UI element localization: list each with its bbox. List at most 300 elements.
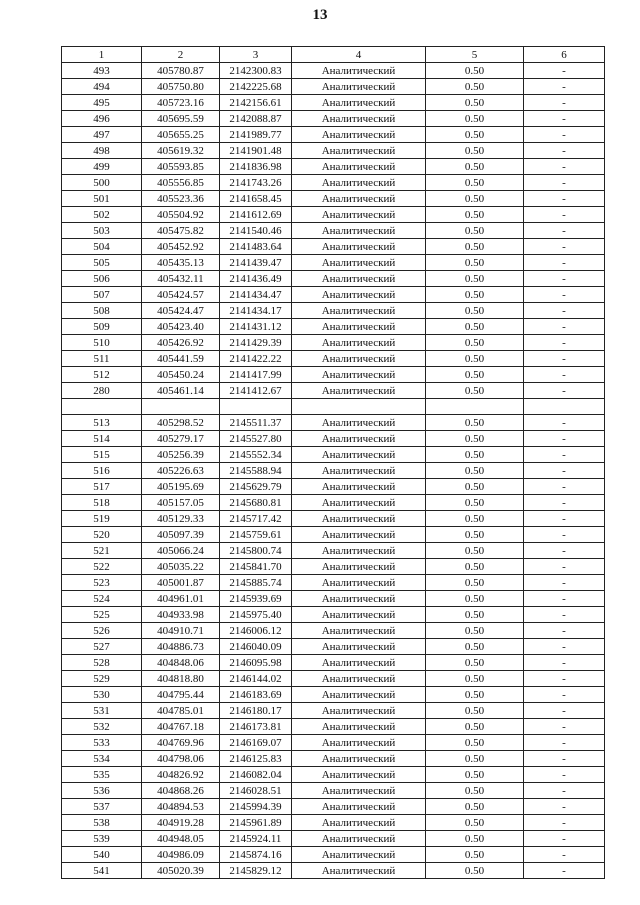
note-cell: - bbox=[524, 527, 605, 543]
x-coordinate-cell: 405424.47 bbox=[142, 303, 220, 319]
accuracy-cell: 0.50 bbox=[426, 143, 524, 159]
table-row bbox=[62, 463, 605, 479]
x-coordinate-cell: 405256.39 bbox=[142, 447, 220, 463]
accuracy-cell: 0.50 bbox=[426, 719, 524, 735]
accuracy-cell: 0.50 bbox=[426, 239, 524, 255]
method-cell: Аналитический bbox=[292, 207, 426, 223]
note-cell: - bbox=[524, 95, 605, 111]
accuracy-cell: 0.50 bbox=[426, 735, 524, 751]
x-coordinate-cell: 405423.40 bbox=[142, 319, 220, 335]
table-body bbox=[62, 47, 605, 879]
y-coordinate-cell: 2145629.79 bbox=[220, 479, 292, 495]
table-row bbox=[62, 751, 605, 767]
method-cell: Аналитический bbox=[292, 175, 426, 191]
table-row bbox=[62, 95, 605, 111]
x-coordinate-cell: 404769.96 bbox=[142, 735, 220, 751]
accuracy-cell: 0.50 bbox=[426, 639, 524, 655]
note-cell: - bbox=[524, 223, 605, 239]
method-cell: Аналитический bbox=[292, 799, 426, 815]
point-number-cell: 522 bbox=[62, 559, 142, 575]
point-number-cell: 503 bbox=[62, 223, 142, 239]
y-coordinate-cell: 2146095.98 bbox=[220, 655, 292, 671]
note-cell: - bbox=[524, 495, 605, 511]
empty-cell bbox=[142, 399, 220, 415]
point-number-cell: 498 bbox=[62, 143, 142, 159]
method-cell: Аналитический bbox=[292, 111, 426, 127]
x-coordinate-cell: 404848.06 bbox=[142, 655, 220, 671]
table-row bbox=[62, 511, 605, 527]
x-coordinate-cell: 405432.11 bbox=[142, 271, 220, 287]
note-cell: - bbox=[524, 111, 605, 127]
table-row bbox=[62, 191, 605, 207]
note-cell: - bbox=[524, 719, 605, 735]
note-cell: - bbox=[524, 303, 605, 319]
y-coordinate-cell: 2145939.69 bbox=[220, 591, 292, 607]
note-cell: - bbox=[524, 143, 605, 159]
point-number-cell: 518 bbox=[62, 495, 142, 511]
method-cell: Аналитический bbox=[292, 255, 426, 271]
note-cell: - bbox=[524, 463, 605, 479]
method-cell: Аналитический bbox=[292, 63, 426, 79]
accuracy-cell: 0.50 bbox=[426, 207, 524, 223]
y-coordinate-cell: 2142225.68 bbox=[220, 79, 292, 95]
method-cell: Аналитический bbox=[292, 159, 426, 175]
point-number-cell: 507 bbox=[62, 287, 142, 303]
accuracy-cell: 0.50 bbox=[426, 95, 524, 111]
table-row bbox=[62, 431, 605, 447]
method-cell: Аналитический bbox=[292, 735, 426, 751]
table-row bbox=[62, 479, 605, 495]
y-coordinate-cell: 2145717.42 bbox=[220, 511, 292, 527]
accuracy-cell: 0.50 bbox=[426, 271, 524, 287]
accuracy-cell: 0.50 bbox=[426, 591, 524, 607]
y-coordinate-cell: 2141989.77 bbox=[220, 127, 292, 143]
table-row bbox=[62, 863, 605, 879]
section-separator-row bbox=[62, 399, 605, 415]
x-coordinate-cell: 404933.98 bbox=[142, 607, 220, 623]
x-coordinate-cell: 405475.82 bbox=[142, 223, 220, 239]
x-coordinate-cell: 404910.71 bbox=[142, 623, 220, 639]
method-cell: Аналитический bbox=[292, 671, 426, 687]
note-cell: - bbox=[524, 255, 605, 271]
table-row bbox=[62, 847, 605, 863]
point-number-cell: 529 bbox=[62, 671, 142, 687]
accuracy-cell: 0.50 bbox=[426, 463, 524, 479]
accuracy-cell: 0.50 bbox=[426, 687, 524, 703]
x-coordinate-cell: 404767.18 bbox=[142, 719, 220, 735]
point-number-cell: 519 bbox=[62, 511, 142, 527]
note-cell: - bbox=[524, 607, 605, 623]
accuracy-cell: 0.50 bbox=[426, 79, 524, 95]
table-row bbox=[62, 79, 605, 95]
x-coordinate-cell: 405723.16 bbox=[142, 95, 220, 111]
page-number: 13 bbox=[312, 7, 328, 23]
point-number-cell: 538 bbox=[62, 815, 142, 831]
x-coordinate-cell: 404826.92 bbox=[142, 767, 220, 783]
table-row bbox=[62, 591, 605, 607]
x-coordinate-cell: 405750.80 bbox=[142, 79, 220, 95]
method-cell: Аналитический bbox=[292, 591, 426, 607]
y-coordinate-cell: 2145961.89 bbox=[220, 815, 292, 831]
method-cell: Аналитический bbox=[292, 543, 426, 559]
accuracy-cell: 0.50 bbox=[426, 127, 524, 143]
table-row bbox=[62, 207, 605, 223]
y-coordinate-cell: 2146040.09 bbox=[220, 639, 292, 655]
y-coordinate-cell: 2141422.22 bbox=[220, 351, 292, 367]
y-coordinate-cell: 2141658.45 bbox=[220, 191, 292, 207]
y-coordinate-cell: 2145527.80 bbox=[220, 431, 292, 447]
y-coordinate-cell: 2146180.17 bbox=[220, 703, 292, 719]
x-coordinate-cell: 404798.06 bbox=[142, 751, 220, 767]
table-row bbox=[62, 687, 605, 703]
y-coordinate-cell: 2141540.46 bbox=[220, 223, 292, 239]
method-cell: Аналитический bbox=[292, 463, 426, 479]
point-number-cell: 527 bbox=[62, 639, 142, 655]
accuracy-cell: 0.50 bbox=[426, 287, 524, 303]
y-coordinate-cell: 2145680.81 bbox=[220, 495, 292, 511]
point-number-cell: 528 bbox=[62, 655, 142, 671]
point-number-cell: 506 bbox=[62, 271, 142, 287]
point-number-cell: 520 bbox=[62, 527, 142, 543]
method-cell: Аналитический bbox=[292, 95, 426, 111]
note-cell: - bbox=[524, 815, 605, 831]
point-number-cell: 509 bbox=[62, 319, 142, 335]
note-cell: - bbox=[524, 799, 605, 815]
point-number-cell: 504 bbox=[62, 239, 142, 255]
accuracy-cell: 0.50 bbox=[426, 63, 524, 79]
table-row bbox=[62, 655, 605, 671]
note-cell: - bbox=[524, 639, 605, 655]
method-cell: Аналитический bbox=[292, 143, 426, 159]
y-coordinate-cell: 2141429.39 bbox=[220, 335, 292, 351]
accuracy-cell: 0.50 bbox=[426, 751, 524, 767]
method-cell: Аналитический bbox=[292, 271, 426, 287]
point-number-cell: 508 bbox=[62, 303, 142, 319]
column-header: 3 bbox=[220, 47, 292, 63]
y-coordinate-cell: 2145588.94 bbox=[220, 463, 292, 479]
y-coordinate-cell: 2141483.64 bbox=[220, 239, 292, 255]
point-number-cell: 533 bbox=[62, 735, 142, 751]
point-number-cell: 523 bbox=[62, 575, 142, 591]
method-cell: Аналитический bbox=[292, 415, 426, 431]
y-coordinate-cell: 2145885.74 bbox=[220, 575, 292, 591]
x-coordinate-cell: 405593.85 bbox=[142, 159, 220, 175]
y-coordinate-cell: 2141439.47 bbox=[220, 255, 292, 271]
note-cell: - bbox=[524, 751, 605, 767]
y-coordinate-cell: 2141417.99 bbox=[220, 367, 292, 383]
point-number-cell: 280 bbox=[62, 383, 142, 399]
point-number-cell: 505 bbox=[62, 255, 142, 271]
table-row bbox=[62, 223, 605, 239]
table-row bbox=[62, 175, 605, 191]
x-coordinate-cell: 405066.24 bbox=[142, 543, 220, 559]
table-row bbox=[62, 143, 605, 159]
accuracy-cell: 0.50 bbox=[426, 303, 524, 319]
note-cell: - bbox=[524, 687, 605, 703]
method-cell: Аналитический bbox=[292, 719, 426, 735]
note-cell: - bbox=[524, 783, 605, 799]
note-cell: - bbox=[524, 479, 605, 495]
point-number-cell: 515 bbox=[62, 447, 142, 463]
y-coordinate-cell: 2141612.69 bbox=[220, 207, 292, 223]
x-coordinate-cell: 405426.92 bbox=[142, 335, 220, 351]
accuracy-cell: 0.50 bbox=[426, 191, 524, 207]
note-cell: - bbox=[524, 351, 605, 367]
accuracy-cell: 0.50 bbox=[426, 335, 524, 351]
method-cell: Аналитический bbox=[292, 223, 426, 239]
y-coordinate-cell: 2146173.81 bbox=[220, 719, 292, 735]
note-cell: - bbox=[524, 207, 605, 223]
point-number-cell: 537 bbox=[62, 799, 142, 815]
table-row bbox=[62, 335, 605, 351]
x-coordinate-cell: 405619.32 bbox=[142, 143, 220, 159]
table-row bbox=[62, 415, 605, 431]
table-row bbox=[62, 351, 605, 367]
x-coordinate-cell: 405461.14 bbox=[142, 383, 220, 399]
x-coordinate-cell: 405556.85 bbox=[142, 175, 220, 191]
x-coordinate-cell: 405452.92 bbox=[142, 239, 220, 255]
note-cell: - bbox=[524, 559, 605, 575]
x-coordinate-cell: 405020.39 bbox=[142, 863, 220, 879]
point-number-cell: 521 bbox=[62, 543, 142, 559]
accuracy-cell: 0.50 bbox=[426, 767, 524, 783]
table-row bbox=[62, 527, 605, 543]
note-cell: - bbox=[524, 767, 605, 783]
y-coordinate-cell: 2142088.87 bbox=[220, 111, 292, 127]
note-cell: - bbox=[524, 271, 605, 287]
method-cell: Аналитический bbox=[292, 495, 426, 511]
point-number-cell: 501 bbox=[62, 191, 142, 207]
y-coordinate-cell: 2141901.48 bbox=[220, 143, 292, 159]
x-coordinate-cell: 405195.69 bbox=[142, 479, 220, 495]
x-coordinate-cell: 405695.59 bbox=[142, 111, 220, 127]
accuracy-cell: 0.50 bbox=[426, 431, 524, 447]
point-number-cell: 513 bbox=[62, 415, 142, 431]
table-row bbox=[62, 271, 605, 287]
x-coordinate-cell: 405001.87 bbox=[142, 575, 220, 591]
method-cell: Аналитический bbox=[292, 703, 426, 719]
point-number-cell: 494 bbox=[62, 79, 142, 95]
empty-cell bbox=[426, 399, 524, 415]
note-cell: - bbox=[524, 863, 605, 879]
point-number-cell: 532 bbox=[62, 719, 142, 735]
y-coordinate-cell: 2146144.02 bbox=[220, 671, 292, 687]
x-coordinate-cell: 405655.25 bbox=[142, 127, 220, 143]
y-coordinate-cell: 2146169.07 bbox=[220, 735, 292, 751]
accuracy-cell: 0.50 bbox=[426, 543, 524, 559]
x-coordinate-cell: 405435.13 bbox=[142, 255, 220, 271]
accuracy-cell: 0.50 bbox=[426, 623, 524, 639]
y-coordinate-cell: 2146125.83 bbox=[220, 751, 292, 767]
y-coordinate-cell: 2145829.12 bbox=[220, 863, 292, 879]
y-coordinate-cell: 2145994.39 bbox=[220, 799, 292, 815]
point-number-cell: 536 bbox=[62, 783, 142, 799]
column-header: 2 bbox=[142, 47, 220, 63]
note-cell: - bbox=[524, 671, 605, 687]
accuracy-cell: 0.50 bbox=[426, 863, 524, 879]
table-row bbox=[62, 383, 605, 399]
y-coordinate-cell: 2146028.51 bbox=[220, 783, 292, 799]
accuracy-cell: 0.50 bbox=[426, 527, 524, 543]
method-cell: Аналитический bbox=[292, 847, 426, 863]
accuracy-cell: 0.50 bbox=[426, 367, 524, 383]
x-coordinate-cell: 405450.24 bbox=[142, 367, 220, 383]
y-coordinate-cell: 2141431.12 bbox=[220, 319, 292, 335]
point-number-cell: 524 bbox=[62, 591, 142, 607]
x-coordinate-cell: 405504.92 bbox=[142, 207, 220, 223]
point-number-cell: 534 bbox=[62, 751, 142, 767]
method-cell: Аналитический bbox=[292, 815, 426, 831]
table-row bbox=[62, 735, 605, 751]
note-cell: - bbox=[524, 575, 605, 591]
point-number-cell: 499 bbox=[62, 159, 142, 175]
accuracy-cell: 0.50 bbox=[426, 415, 524, 431]
accuracy-cell: 0.50 bbox=[426, 511, 524, 527]
method-cell: Аналитический bbox=[292, 607, 426, 623]
note-cell: - bbox=[524, 159, 605, 175]
method-cell: Аналитический bbox=[292, 303, 426, 319]
x-coordinate-cell: 405279.17 bbox=[142, 431, 220, 447]
point-number-cell: 497 bbox=[62, 127, 142, 143]
y-coordinate-cell: 2145511.37 bbox=[220, 415, 292, 431]
table-row bbox=[62, 255, 605, 271]
table-row bbox=[62, 799, 605, 815]
accuracy-cell: 0.50 bbox=[426, 799, 524, 815]
accuracy-cell: 0.50 bbox=[426, 671, 524, 687]
accuracy-cell: 0.50 bbox=[426, 607, 524, 623]
accuracy-cell: 0.50 bbox=[426, 559, 524, 575]
x-coordinate-cell: 404785.01 bbox=[142, 703, 220, 719]
y-coordinate-cell: 2146006.12 bbox=[220, 623, 292, 639]
note-cell: - bbox=[524, 383, 605, 399]
table-row bbox=[62, 815, 605, 831]
table-row bbox=[62, 495, 605, 511]
y-coordinate-cell: 2141436.49 bbox=[220, 271, 292, 287]
accuracy-cell: 0.50 bbox=[426, 703, 524, 719]
method-cell: Аналитический bbox=[292, 767, 426, 783]
note-cell: - bbox=[524, 79, 605, 95]
y-coordinate-cell: 2145552.34 bbox=[220, 447, 292, 463]
x-coordinate-cell: 404795.44 bbox=[142, 687, 220, 703]
x-coordinate-cell: 405157.05 bbox=[142, 495, 220, 511]
x-coordinate-cell: 405226.63 bbox=[142, 463, 220, 479]
y-coordinate-cell: 2141836.98 bbox=[220, 159, 292, 175]
method-cell: Аналитический bbox=[292, 351, 426, 367]
table-row bbox=[62, 239, 605, 255]
table-row bbox=[62, 831, 605, 847]
empty-cell bbox=[220, 399, 292, 415]
table-row bbox=[62, 63, 605, 79]
note-cell: - bbox=[524, 319, 605, 335]
accuracy-cell: 0.50 bbox=[426, 655, 524, 671]
method-cell: Аналитический bbox=[292, 623, 426, 639]
x-coordinate-cell: 404986.09 bbox=[142, 847, 220, 863]
method-cell: Аналитический bbox=[292, 447, 426, 463]
table-row bbox=[62, 447, 605, 463]
accuracy-cell: 0.50 bbox=[426, 175, 524, 191]
accuracy-cell: 0.50 bbox=[426, 479, 524, 495]
x-coordinate-cell: 405035.22 bbox=[142, 559, 220, 575]
note-cell: - bbox=[524, 175, 605, 191]
method-cell: Аналитический bbox=[292, 655, 426, 671]
x-coordinate-cell: 405298.52 bbox=[142, 415, 220, 431]
point-number-cell: 512 bbox=[62, 367, 142, 383]
x-coordinate-cell: 405424.57 bbox=[142, 287, 220, 303]
note-cell: - bbox=[524, 655, 605, 671]
x-coordinate-cell: 404894.53 bbox=[142, 799, 220, 815]
accuracy-cell: 0.50 bbox=[426, 223, 524, 239]
x-coordinate-cell: 405441.59 bbox=[142, 351, 220, 367]
method-cell: Аналитический bbox=[292, 559, 426, 575]
note-cell: - bbox=[524, 415, 605, 431]
point-number-cell: 517 bbox=[62, 479, 142, 495]
note-cell: - bbox=[524, 623, 605, 639]
method-cell: Аналитический bbox=[292, 239, 426, 255]
x-coordinate-cell: 404868.26 bbox=[142, 783, 220, 799]
point-number-cell: 516 bbox=[62, 463, 142, 479]
method-cell: Аналитический bbox=[292, 79, 426, 95]
accuracy-cell: 0.50 bbox=[426, 783, 524, 799]
point-number-cell: 500 bbox=[62, 175, 142, 191]
method-cell: Аналитический bbox=[292, 575, 426, 591]
point-number-cell: 541 bbox=[62, 863, 142, 879]
point-number-cell: 535 bbox=[62, 767, 142, 783]
x-coordinate-cell: 404886.73 bbox=[142, 639, 220, 655]
table-row bbox=[62, 783, 605, 799]
point-number-cell: 502 bbox=[62, 207, 142, 223]
accuracy-cell: 0.50 bbox=[426, 383, 524, 399]
accuracy-cell: 0.50 bbox=[426, 831, 524, 847]
table-row bbox=[62, 607, 605, 623]
note-cell: - bbox=[524, 367, 605, 383]
point-number-cell: 496 bbox=[62, 111, 142, 127]
note-cell: - bbox=[524, 735, 605, 751]
accuracy-cell: 0.50 bbox=[426, 447, 524, 463]
point-number-cell: 530 bbox=[62, 687, 142, 703]
method-cell: Аналитический bbox=[292, 783, 426, 799]
y-coordinate-cell: 2142156.61 bbox=[220, 95, 292, 111]
method-cell: Аналитический bbox=[292, 751, 426, 767]
y-coordinate-cell: 2142300.83 bbox=[220, 63, 292, 79]
y-coordinate-cell: 2146082.04 bbox=[220, 767, 292, 783]
accuracy-cell: 0.50 bbox=[426, 319, 524, 335]
note-cell: - bbox=[524, 431, 605, 447]
method-cell: Аналитический bbox=[292, 127, 426, 143]
header-row bbox=[62, 47, 605, 63]
method-cell: Аналитический bbox=[292, 335, 426, 351]
y-coordinate-cell: 2145759.61 bbox=[220, 527, 292, 543]
accuracy-cell: 0.50 bbox=[426, 255, 524, 271]
point-number-cell: 526 bbox=[62, 623, 142, 639]
note-cell: - bbox=[524, 287, 605, 303]
note-cell: - bbox=[524, 591, 605, 607]
note-cell: - bbox=[524, 335, 605, 351]
method-cell: Аналитический bbox=[292, 367, 426, 383]
y-coordinate-cell: 2145924.11 bbox=[220, 831, 292, 847]
note-cell: - bbox=[524, 847, 605, 863]
note-cell: - bbox=[524, 127, 605, 143]
method-cell: Аналитический bbox=[292, 431, 426, 447]
table-row bbox=[62, 575, 605, 591]
method-cell: Аналитический bbox=[292, 639, 426, 655]
y-coordinate-cell: 2145874.16 bbox=[220, 847, 292, 863]
empty-cell bbox=[524, 399, 605, 415]
point-number-cell: 493 bbox=[62, 63, 142, 79]
point-number-cell: 514 bbox=[62, 431, 142, 447]
method-cell: Аналитический bbox=[292, 511, 426, 527]
x-coordinate-cell: 404818.80 bbox=[142, 671, 220, 687]
empty-cell bbox=[292, 399, 426, 415]
